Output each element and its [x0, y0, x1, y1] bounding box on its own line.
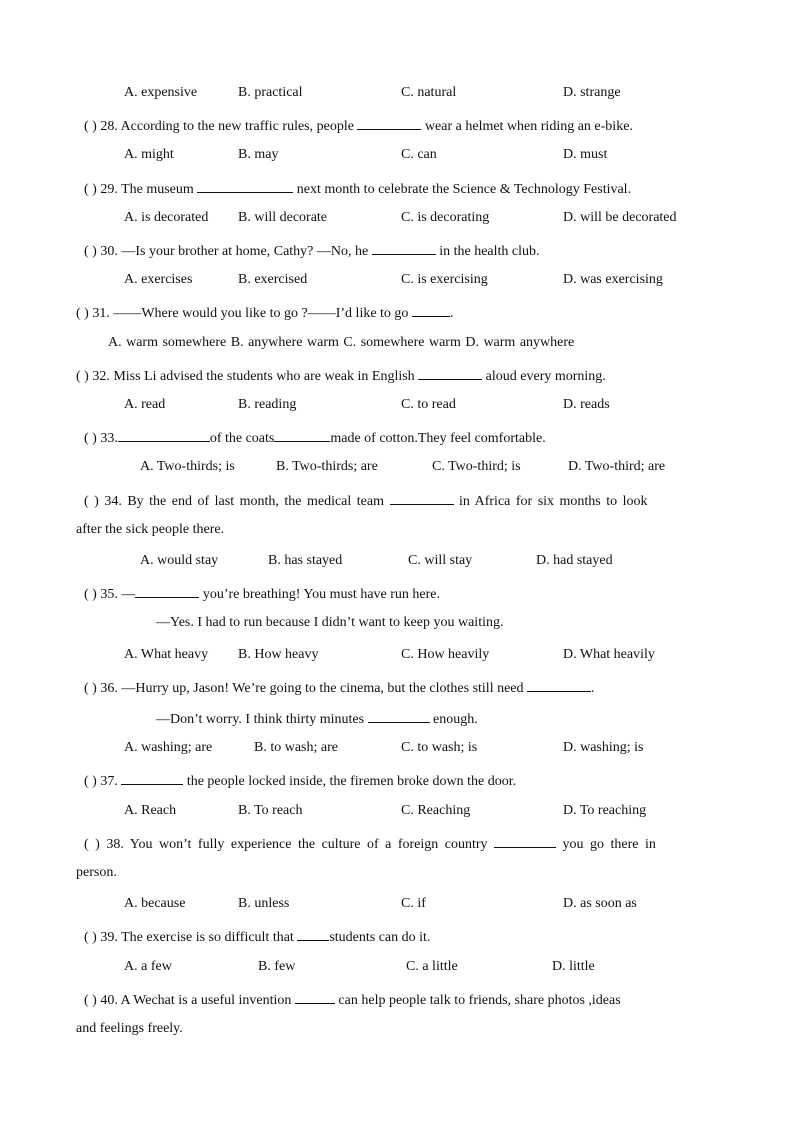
answer-blank	[527, 677, 591, 692]
q28-option-d: D. must	[563, 147, 608, 162]
question-38-stem: ( ) 38. You won’t fully experience the culture of a foreign country you go there in	[84, 833, 656, 854]
q29-option-a: A. is decorated	[124, 210, 209, 225]
q38-option-a: A. because	[124, 896, 186, 911]
question-37-stem: ( ) 37. the people locked inside, the firemen broke down the door.	[84, 770, 516, 791]
answer-paren: ( )	[84, 119, 97, 134]
q39-option-c: C. a little	[406, 959, 458, 974]
answer-blank	[297, 926, 329, 941]
q33-option-d: D. Two-third; are	[568, 459, 666, 474]
answer-blank	[412, 302, 450, 317]
q35-option-d: D. What heavily	[563, 647, 655, 662]
answer-paren: ( )	[84, 837, 100, 852]
q32-option-d: D. reads	[563, 397, 610, 412]
question-29-stem: ( ) 29. The museum next month to celebrate the Science & Technology Festival.	[84, 178, 631, 199]
q39-option-a: A. a few	[124, 959, 172, 974]
question-36-stem: ( ) 36. —Hurry up, Jason! We’re going to the cinema, but the clothes still need .	[84, 677, 595, 698]
answer-paren: ( )	[84, 494, 99, 509]
answer-blank	[121, 770, 183, 785]
q37-option-d: D. To reaching	[563, 803, 647, 818]
q29-option-c: C. is decorating	[401, 210, 490, 225]
question-33-stem: ( ) 33. of the coats made of cotton.They feel comfortable.	[84, 427, 546, 448]
answer-blank	[118, 427, 210, 442]
q39-option-b: B. few	[258, 959, 296, 974]
question-30-stem: ( ) 30. —Is your brother at home, Cathy? —No, he in the health club.	[84, 240, 540, 261]
q38-option-b: B. unless	[238, 896, 290, 911]
q35-option-b: B. How heavy	[238, 647, 319, 662]
q27-option-a: A. expensive	[124, 85, 198, 100]
q37-option-c: C. Reaching	[401, 803, 471, 818]
answer-blank	[368, 708, 430, 723]
q38-option-d: D. as soon as	[563, 896, 637, 911]
question-35-stem: ( ) 35. — you’re breathing! You must have run here.	[84, 583, 440, 604]
answer-paren: ( )	[84, 244, 97, 259]
q36-option-c: C. to wash; is	[401, 740, 478, 755]
q30-option-c: C. is exercising	[401, 272, 488, 287]
q29-option-b: B. will decorate	[238, 210, 328, 225]
q35-option-a: A. What heavy	[124, 647, 209, 662]
answer-paren: ( )	[84, 774, 97, 789]
q29-option-d: D. will be decorated	[563, 210, 677, 225]
question-28-stem: ( ) 28. According to the new traffic rules, people wear a helmet when riding an e-bike.	[84, 115, 633, 136]
answer-blank	[274, 427, 330, 442]
q32-option-c: C. to read	[401, 397, 456, 412]
q30-option-b: B. exercised	[238, 272, 308, 287]
q28-option-a: A. might	[124, 147, 174, 162]
answer-blank	[295, 989, 335, 1004]
q28-option-c: C. can	[401, 147, 437, 162]
q27-option-c: C. natural	[401, 85, 457, 100]
answer-blank	[494, 833, 556, 848]
answer-paren: ( )	[84, 182, 97, 197]
q34-option-c: C. will stay	[408, 553, 473, 568]
q39-option-d: D. little	[552, 959, 595, 974]
q37-option-b: B. To reach	[238, 803, 303, 818]
answer-paren: ( )	[84, 681, 97, 696]
q36-option-b: B. to wash; are	[254, 740, 338, 755]
question-34-stem: ( ) 34. By the end of last month, the medical team in Africa for six months to look	[84, 490, 648, 511]
question-35-reply: —Yes. I had to run because I didn’t want to keep you waiting.	[156, 615, 504, 630]
answer-blank	[135, 583, 199, 598]
q33-option-b: B. Two-thirds; are	[276, 459, 378, 474]
answer-paren: ( )	[84, 431, 97, 446]
q28-option-b: B. may	[238, 147, 279, 162]
answer-paren: ( )	[76, 369, 89, 384]
answer-paren: ( )	[76, 306, 89, 321]
question-32-stem: ( ) 32. Miss Li advised the students who are weak in English aloud every morning.	[76, 365, 606, 386]
question-39-stem: ( ) 39. The exercise is so difficult that students can do it.	[84, 926, 430, 947]
q35-option-c: C. How heavily	[401, 647, 490, 662]
question-38-continuation: person.	[76, 865, 117, 880]
q30-option-d: D. was exercising	[563, 272, 663, 287]
q36-option-d: D. washing; is	[563, 740, 644, 755]
q32-option-a: A. read	[124, 397, 166, 412]
question-40-continuation: and feelings freely.	[76, 1021, 183, 1036]
q34-option-b: B. has stayed	[268, 553, 343, 568]
q33-option-c: C. Two-third; is	[432, 459, 521, 474]
q30-option-a: A. exercises	[124, 272, 193, 287]
answer-paren: ( )	[84, 930, 97, 945]
question-40-stem: ( ) 40. A Wechat is a useful invention can help people talk to friends, share photos ,ideas	[84, 989, 621, 1010]
q36-option-a: A. washing; are	[124, 740, 213, 755]
question-31-stem: ( ) 31. ——Where would you like to go ?——I’d like to go .	[76, 302, 453, 323]
answer-blank	[197, 178, 293, 193]
q31-options: A. warm somewhere B. anywhere warm C. somewhere warm D. warm anywhere	[108, 335, 575, 350]
q27-option-b: B. practical	[238, 85, 303, 100]
q33-option-a: A. Two-thirds; is	[140, 459, 235, 474]
answer-paren: ( )	[84, 587, 97, 602]
answer-blank	[357, 115, 421, 130]
q37-option-a: A. Reach	[124, 803, 177, 818]
answer-blank	[390, 490, 454, 505]
question-34-continuation: after the sick people there.	[76, 522, 225, 537]
answer-blank	[418, 365, 482, 380]
answer-blank	[372, 240, 436, 255]
question-36-reply: —Don’t worry. I think thirty minutes enough.	[156, 708, 478, 729]
q32-option-b: B. reading	[238, 397, 297, 412]
q34-option-a: A. would stay	[140, 553, 219, 568]
q38-option-c: C. if	[401, 896, 426, 911]
q27-option-d: D. strange	[563, 85, 621, 100]
answer-paren: ( )	[84, 993, 97, 1008]
q34-option-d: D. had stayed	[536, 553, 613, 568]
